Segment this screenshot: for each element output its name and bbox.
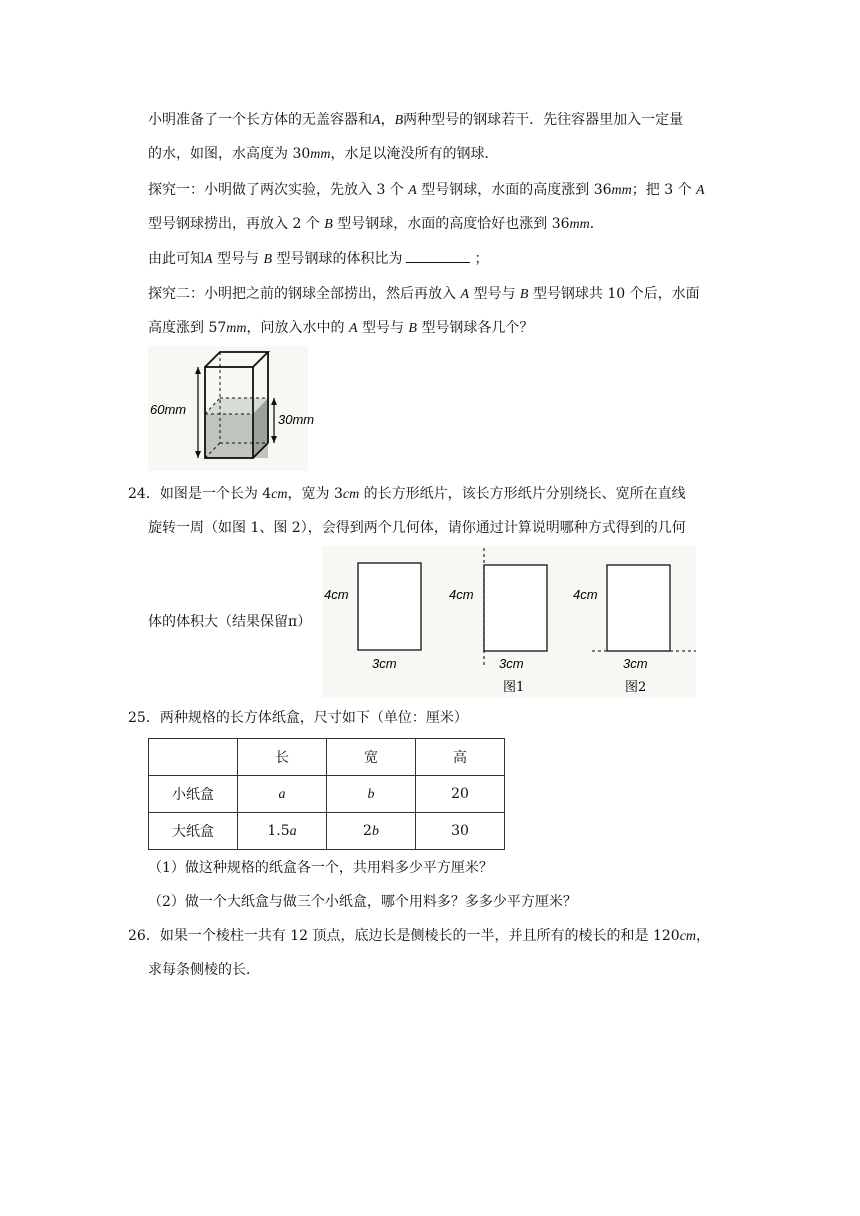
rectangles-figure: [322, 546, 696, 698]
table-cell: b: [327, 776, 416, 813]
table-cell: 1.5a: [238, 813, 327, 850]
answer-blank[interactable]: [406, 248, 470, 263]
rect-fig1-width-label: 3cm: [499, 656, 524, 671]
q24-line-3: 体的体积大（结果保留π）: [148, 614, 312, 630]
fig2-caption: 图2: [625, 680, 647, 695]
q26-line-2: 求每条侧棱的长．: [148, 962, 260, 978]
fig1-caption: 图1: [503, 680, 525, 695]
rect-fig1-length-label: 4cm: [449, 587, 474, 602]
q24-number: 24．: [128, 486, 160, 502]
water-label: 30mm: [278, 412, 315, 427]
intro-line-2: 的水，如图，水高度为 30mm，水足以淹没所有的钢球．: [148, 146, 499, 162]
table-cell: 小纸盒: [149, 776, 238, 813]
explore2-line-1: 探究二：小明把之前的钢球全部捞出，然后再放入 A 型号与 B 型号钢球共 10 个后，水面: [148, 286, 700, 302]
height-label: 60mm: [150, 402, 187, 417]
table-cell: 20: [416, 776, 505, 813]
table-header-row: [149, 739, 505, 776]
rect-original-width-label: 3cm: [372, 656, 397, 671]
q26-line-1: 26．如果一个棱柱一共有 12 顶点，底边长是侧棱长的一半，并且所有的棱长的和是 120cm，: [128, 928, 711, 944]
table-header-cell: 宽: [327, 739, 416, 776]
table-cell: 2b: [327, 813, 416, 850]
ratio-line: 由此可知A 型号与 B 型号钢球的体积比为 ；: [148, 248, 488, 270]
table-header-cell: [149, 739, 238, 776]
table-header-cell: 长: [238, 739, 327, 776]
rect-fig2-length-label: 4cm: [573, 587, 598, 602]
q25-sub-2: （2）做一个大纸盒与做三个小纸盒，哪个用料多？多多少平方厘米？: [148, 894, 577, 910]
q24-line-1: 24．如图是一个长为 4cm，宽为 3cm 的长方形纸片，该长方形纸片分别绕长、宽所在直线: [128, 486, 686, 502]
explore1-line-1: 探究一：小明做了两次实验，先放入 3 个 A 型号钢球，水面的高度涨到 36mm；把 3 个 A: [148, 182, 705, 198]
explore1-line-2: 型号钢球捞出，再放入 2 个 B 型号钢球，水面的高度恰好也涨到 36mm．: [148, 216, 604, 232]
table-cell: 30: [416, 813, 505, 850]
q26-number: 26．: [128, 928, 160, 944]
table-row: [149, 776, 505, 813]
rect-original-length-label: 4cm: [324, 587, 349, 602]
box-size-table: [148, 738, 505, 850]
q24-line-2: 旋转一周（如图 1、图 2），会得到两个几何体，请你通过计算说明哪种方式得到的几何: [148, 520, 686, 536]
table-cell: a: [238, 776, 327, 813]
q25-title: 25．两种规格的长方体纸盒，尺寸如下（单位：厘米）: [128, 710, 468, 726]
explore2-line-2: 高度涨到 57mm，问放入水中的 A 型号与 B 型号钢球各几个？: [148, 320, 534, 336]
container-figure: [148, 346, 315, 471]
rect-fig1: [484, 565, 547, 651]
q25-number: 25．: [128, 710, 160, 726]
rect-original: [358, 563, 421, 650]
table-header-cell: 高: [416, 739, 505, 776]
rect-fig2: [607, 565, 670, 651]
rect-fig2-width-label: 3cm: [623, 656, 648, 671]
table-cell: 大纸盒: [149, 813, 238, 850]
q25-sub-1: （1）做这种规格的纸盒各一个，共用料多少平方厘米？: [148, 860, 493, 876]
intro-line-1: 小明准备了一个长方体的无盖容器和A，B两种型号的钢球若干．先往容器里加入一定量: [148, 112, 684, 128]
table-row: [149, 813, 505, 850]
